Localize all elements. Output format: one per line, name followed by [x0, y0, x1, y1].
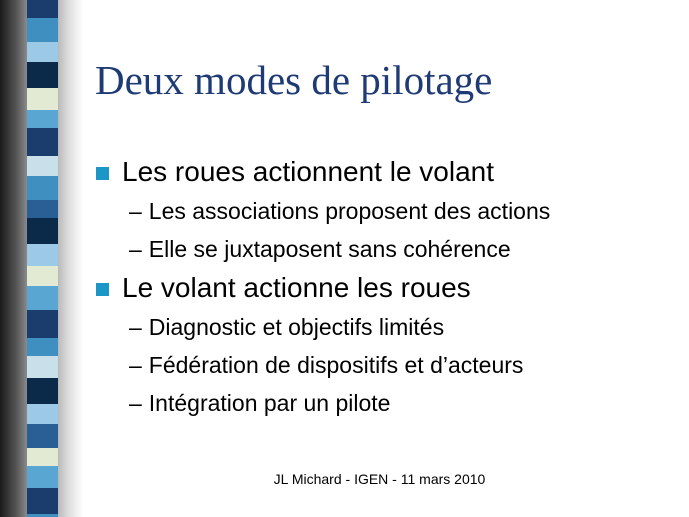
band-stripe [27, 42, 59, 62]
dash-marker: – [129, 389, 142, 416]
dash-marker: – [129, 197, 142, 224]
band-dark-edge [0, 0, 27, 517]
band-stripe [27, 200, 59, 218]
band-stripe [27, 110, 59, 128]
slide-title: Deux modes de pilotage [95, 57, 493, 103]
band-stripe [27, 404, 59, 424]
band-stripe [27, 266, 59, 286]
dash-marker: – [129, 235, 142, 262]
band-stripe [27, 356, 59, 378]
band-stripe [27, 424, 59, 448]
band-stripe [27, 0, 59, 18]
sub-bullet-item [129, 308, 550, 346]
band-stripe [27, 488, 59, 514]
bullet-item [96, 152, 550, 268]
band-stripe [27, 378, 59, 404]
square-bullet-icon [96, 283, 109, 296]
sub-bullet-item [129, 384, 550, 422]
sub-bullet-text: Fédération de dispositifs et d’acteurs [148, 351, 524, 378]
sub-bullet-text: Intégration par un pilote [148, 389, 391, 416]
band-stripe [27, 156, 59, 176]
band-shadow [58, 0, 84, 517]
sub-bullet-item [129, 192, 550, 230]
square-bullet-icon [96, 167, 109, 180]
bullet-line [96, 268, 550, 308]
sub-bullet-text: Elle se juxtaposent sans cohérence [148, 235, 511, 262]
band-stripe [27, 218, 59, 244]
sub-bullet-text: Diagnostic et objectifs limités [148, 313, 445, 340]
sub-bullet-item [129, 230, 550, 268]
sub-bullet-list [96, 308, 550, 422]
dash-marker: – [129, 351, 142, 378]
band-stripe [27, 338, 59, 356]
bullet-item [96, 268, 550, 422]
decorative-side-band [0, 0, 84, 517]
band-stripe [27, 244, 59, 266]
sub-bullet-list [96, 192, 550, 268]
band-stripe [27, 18, 59, 42]
band-stripe [27, 128, 59, 156]
band-stripe [27, 448, 59, 466]
bullet-text: Le volant actionne les roues [122, 272, 471, 303]
band-stripe [27, 88, 59, 110]
bullet-line [96, 152, 550, 192]
bullet-text: Les roues actionnent le volant [122, 156, 495, 187]
band-stripes [27, 0, 59, 517]
band-stripe [27, 310, 59, 338]
band-stripe [27, 286, 59, 310]
slide-footer: JL Michard - IGEN - 11 mars 2010 [273, 471, 486, 487]
band-stripe [27, 62, 59, 88]
band-stripe [27, 176, 59, 200]
sub-bullet-item [129, 346, 550, 384]
dash-marker: – [129, 313, 142, 340]
sub-bullet-text: Les associations proposent des actions [148, 197, 551, 224]
bullet-list [96, 152, 550, 422]
